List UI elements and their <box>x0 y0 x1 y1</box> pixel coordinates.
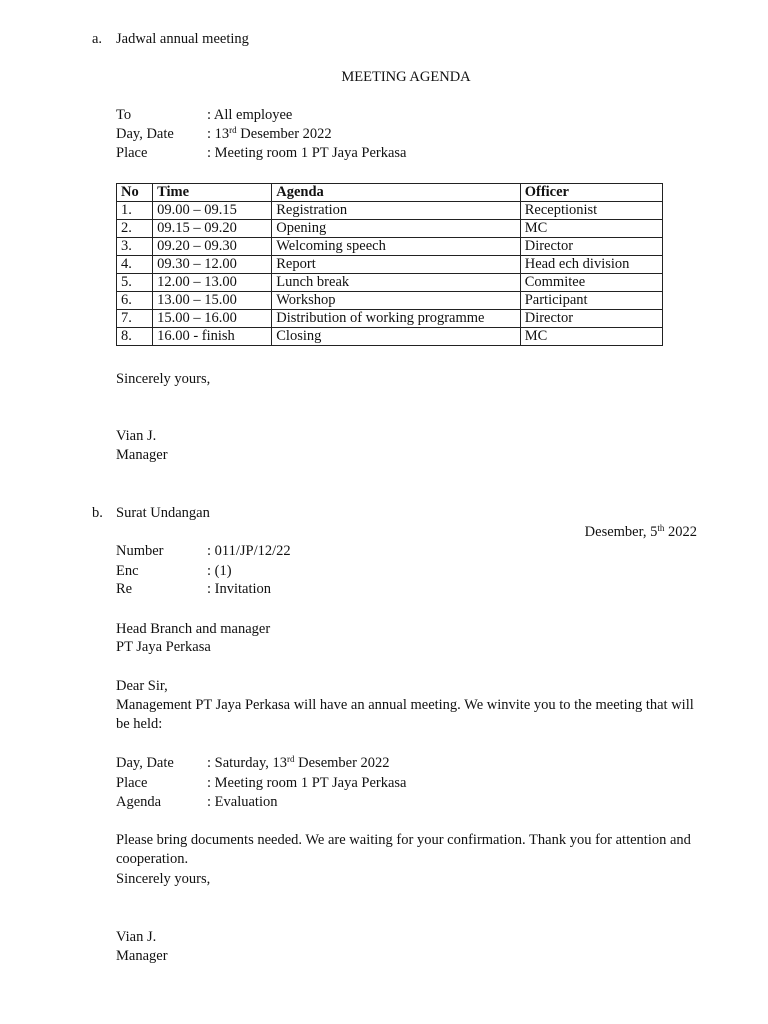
cell-no: 4. <box>117 256 153 274</box>
field-value: : Meeting room 1 PT Jaya Perkasa <box>207 145 407 161</box>
cell-officer: Commitee <box>520 274 662 292</box>
section-b-closing: Sincerely yours, <box>116 871 211 887</box>
cell-time: 12.00 – 13.00 <box>153 274 272 292</box>
cell-time: 09.15 – 09.20 <box>153 220 272 238</box>
cell-officer: Participant <box>520 292 662 310</box>
field-label: Day, Date <box>116 755 174 771</box>
field-value: : Invitation <box>207 581 272 597</box>
cell-agenda: Registration <box>272 202 520 220</box>
recipient-line-1: Head Branch and manager <box>116 621 271 637</box>
agenda-table <box>116 183 663 346</box>
body-paragraph-1: Management PT Jaya Perkasa will have an annual meeting. We winvite you to the meeting that will be held: <box>116 697 694 732</box>
section-a-closing: Sincerely yours, <box>116 371 211 387</box>
field-number <box>0 542 768 560</box>
field-value: : Meeting room 1 PT Jaya Perkasa <box>207 775 407 791</box>
table-row <box>117 256 663 274</box>
detail-agenda <box>0 793 768 811</box>
table-row <box>117 310 663 328</box>
cell-officer: Receptionist <box>520 202 662 220</box>
detail-place <box>0 774 768 792</box>
field-value: : All employee <box>207 107 293 123</box>
section-b-signer-name: Vian J. <box>116 929 157 945</box>
cell-no: 7. <box>117 310 153 328</box>
column-header-no: No <box>117 184 153 202</box>
agenda-title: MEETING AGENDA <box>341 69 471 85</box>
cell-time: 16.00 - finish <box>153 328 272 346</box>
table-row <box>117 328 663 346</box>
cell-time: 09.20 – 09.30 <box>153 238 272 256</box>
section-a-marker: a. <box>92 31 103 47</box>
cell-agenda: Lunch break <box>272 274 520 292</box>
cell-officer: MC <box>520 328 662 346</box>
cell-no: 6. <box>117 292 153 310</box>
body-paragraph-2: Please bring documents needed. We are waiting for your confirmation. Thank you for attention and cooperation. <box>116 832 691 867</box>
cell-officer: Head ech division <box>520 256 662 274</box>
cell-officer: MC <box>520 220 662 238</box>
recipient-line-2: PT Jaya Perkasa <box>116 639 211 655</box>
cell-no: 1. <box>117 202 153 220</box>
section-a-signer-name: Vian J. <box>116 428 157 444</box>
field-to <box>0 106 768 124</box>
field-enc <box>0 562 768 580</box>
table-row <box>117 292 663 310</box>
cell-agenda: Closing <box>272 328 520 346</box>
field-value: : (1) <box>207 563 232 579</box>
cell-agenda: Welcoming speech <box>272 238 520 256</box>
field-re <box>0 580 768 598</box>
field-label: Day, Date <box>116 126 174 142</box>
field-value: : Saturday, 13rd Desember 2022 <box>207 754 390 771</box>
table-row <box>117 274 663 292</box>
table-header-row <box>117 184 663 202</box>
column-header-officer: Officer <box>520 184 662 202</box>
table-row <box>117 238 663 256</box>
column-header-time: Time <box>153 184 272 202</box>
field-label: Agenda <box>116 794 162 810</box>
field-label: Enc <box>116 563 139 579</box>
section-b-marker: b. <box>92 505 103 521</box>
field-value: : 011/JP/12/22 <box>207 543 291 559</box>
section-a-signer-title: Manager <box>116 447 168 463</box>
column-header-agenda: Agenda <box>272 184 520 202</box>
letter-date: Desember, 5th 2022 <box>584 523 697 540</box>
field-label: Place <box>116 775 148 791</box>
cell-time: 15.00 – 16.00 <box>153 310 272 328</box>
cell-time: 09.00 – 09.15 <box>153 202 272 220</box>
field-day-date <box>0 125 768 143</box>
field-place <box>0 144 768 162</box>
section-a-heading: Jadwal annual meeting <box>116 31 249 47</box>
field-value: : 13rd Desember 2022 <box>207 125 332 142</box>
field-label: Place <box>116 145 148 161</box>
field-value: : Evaluation <box>207 794 278 810</box>
cell-time: 09.30 – 12.00 <box>153 256 272 274</box>
cell-agenda: Opening <box>272 220 520 238</box>
salutation: Dear Sir, <box>116 678 168 694</box>
section-b-signer-title: Manager <box>116 948 168 964</box>
detail-day-date <box>0 754 768 772</box>
cell-agenda: Workshop <box>272 292 520 310</box>
cell-time: 13.00 – 15.00 <box>153 292 272 310</box>
cell-no: 2. <box>117 220 153 238</box>
field-label: Re <box>116 581 133 597</box>
field-label: To <box>116 107 132 123</box>
cell-officer: Director <box>520 310 662 328</box>
cell-no: 3. <box>117 238 153 256</box>
table-row <box>117 220 663 238</box>
cell-no: 8. <box>117 328 153 346</box>
cell-agenda: Report <box>272 256 520 274</box>
cell-officer: Director <box>520 238 662 256</box>
table-row <box>117 202 663 220</box>
section-b-heading: Surat Undangan <box>116 505 210 521</box>
field-label: Number <box>116 543 164 559</box>
cell-agenda: Distribution of working programme <box>272 310 520 328</box>
cell-no: 5. <box>117 274 153 292</box>
